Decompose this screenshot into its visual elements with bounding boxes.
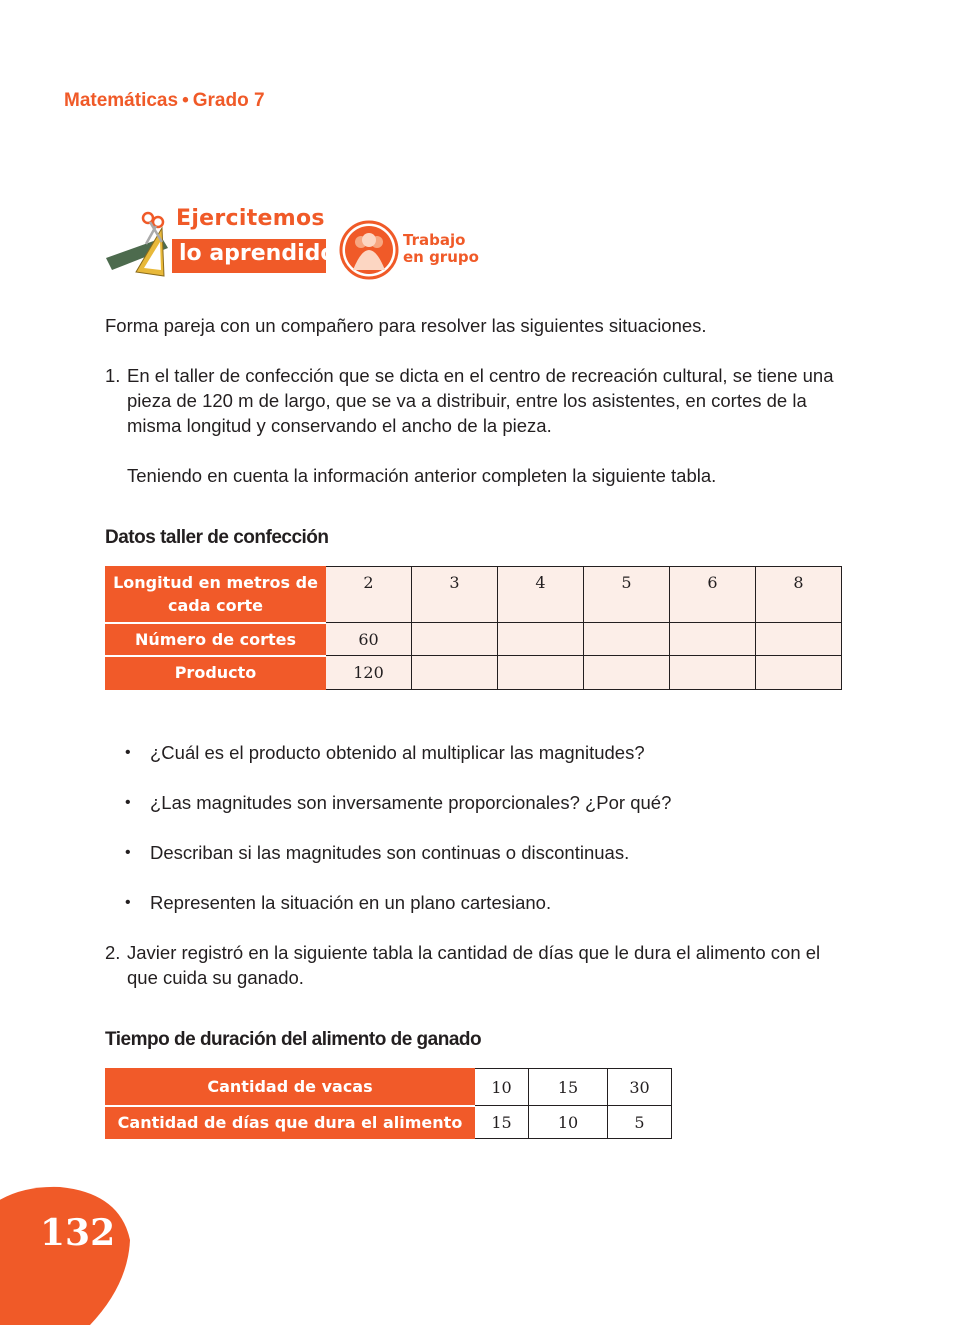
table-title: Tiempo de duración del alimento de ganado [105, 1029, 482, 1050]
page-number-blob [0, 1185, 130, 1325]
item1-paragraph: En el taller de confección que se dicta en el centro de recreación cultural, se tiene una pieza de 120 m de largo, que se va a distribuir, entre los asistentes, en cortes de la misma longitud y conservando el ancho de la pieza. [127, 365, 834, 436]
table-cell: 60 [326, 623, 412, 656]
list-item-text: Representen la situación en un plano cartesiano. [150, 892, 552, 913]
table-cell: 15 [529, 1069, 608, 1106]
row-header: Número de cortes [106, 623, 326, 656]
table-cell: 10 [475, 1069, 529, 1106]
item1-instruction: Teniendo en cuenta la información anterior completen la siguiente tabla. [127, 465, 717, 486]
bullet-symbol: • [125, 744, 131, 761]
item-number: 1. [105, 365, 121, 386]
table-row [106, 656, 842, 690]
item2-paragraph: Javier registró en la siguiente tabla la cantidad de días que le dura el alimento con el que cuida su ganado. [127, 942, 821, 988]
list-item [125, 790, 845, 840]
table-cell: 120 [326, 656, 412, 690]
row-header: Cantidad de vacas [106, 1069, 475, 1106]
table-cell [498, 623, 584, 656]
table-cell: 6 [670, 567, 756, 623]
table-row [106, 567, 842, 623]
list-item [125, 840, 845, 890]
table-cell: 15 [475, 1106, 529, 1139]
intro-paragraph: Forma pareja con un compañero para resolver las siguientes situaciones. [105, 315, 707, 336]
question-list [125, 740, 845, 940]
row-header [106, 567, 326, 623]
item-number: 2. [105, 942, 121, 963]
row-header-line: cada corte [168, 596, 263, 616]
bullet-symbol: • [125, 894, 131, 911]
group-label-line2: en grupo [403, 248, 479, 266]
table-row [106, 623, 842, 656]
table-cell: 2 [326, 567, 412, 623]
ganado-table [105, 1068, 672, 1139]
bullet-symbol: • [125, 844, 131, 861]
row-header: Cantidad de días que dura el alimento [106, 1106, 475, 1139]
table-title: Datos taller de confección [105, 527, 329, 548]
running-header [64, 90, 265, 112]
group-work-icon [339, 220, 399, 280]
list-item-text: Describan si las magnitudes son continuas o discontinuas. [150, 842, 630, 863]
ruler-scissors-icon [102, 208, 172, 282]
table-row [106, 1106, 672, 1139]
badge-title-line2: lo aprendido [179, 241, 336, 266]
row-header: Producto [106, 656, 326, 690]
table-cell [584, 656, 670, 690]
list-item-text: ¿Las magnitudes son inversamente proporcionales? ¿Por qué? [150, 792, 672, 813]
row-header-line: Longitud en metros de [113, 573, 318, 593]
table-cell [412, 623, 498, 656]
table-cell: 4 [498, 567, 584, 623]
table-cell [498, 656, 584, 690]
table-row [106, 1069, 672, 1106]
table-cell [756, 623, 842, 656]
list-item [125, 890, 845, 940]
badge-title-line1: Ejercitemos [176, 206, 325, 231]
group-work-label [403, 232, 479, 266]
group-label-line1: Trabajo [403, 231, 466, 249]
page-number: 132 [40, 1212, 116, 1254]
header-separator: • [182, 90, 189, 111]
bullet-symbol: • [125, 794, 131, 811]
confeccion-table [105, 566, 842, 690]
list-item-text: ¿Cuál es el producto obtenido al multiplicar las magnitudes? [150, 742, 645, 763]
table-cell: 8 [756, 567, 842, 623]
table-cell: 10 [529, 1106, 608, 1139]
table-cell: 3 [412, 567, 498, 623]
header-grade: Grado 7 [192, 90, 265, 111]
table-cell: 5 [584, 567, 670, 623]
table-cell [584, 623, 670, 656]
table-cell [670, 623, 756, 656]
list-item [125, 740, 845, 790]
table-cell [756, 656, 842, 690]
table-cell [670, 656, 756, 690]
table-cell [412, 656, 498, 690]
table-cell: 5 [608, 1106, 672, 1139]
header-subject: Matemáticas [64, 90, 179, 111]
table-cell: 30 [608, 1069, 672, 1106]
